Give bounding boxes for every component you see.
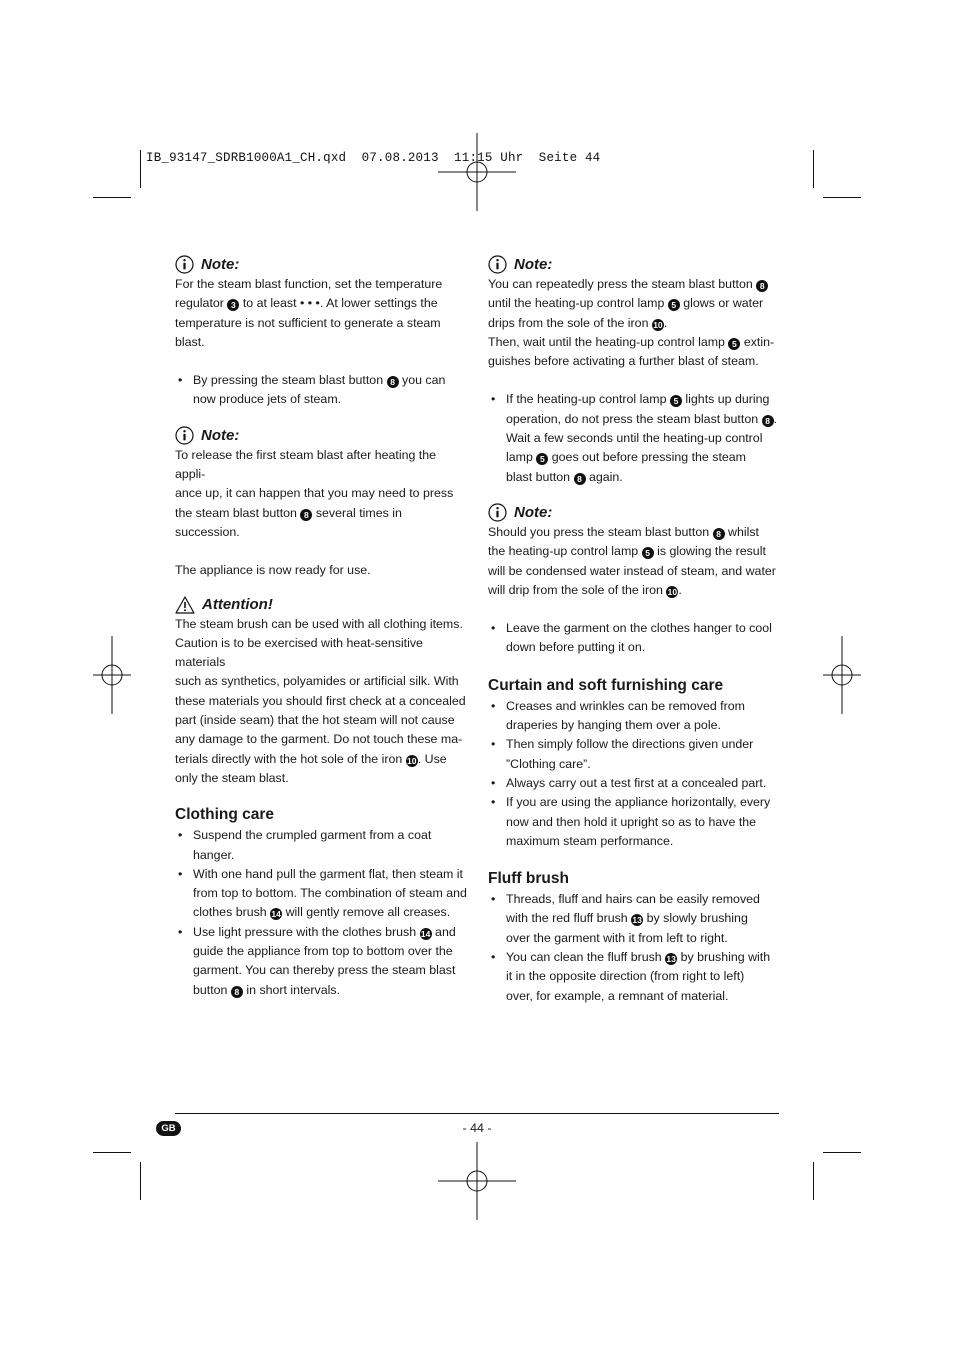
list-item: • Always carry out a test first at a concealed part. (488, 774, 779, 793)
crop-mark (813, 150, 814, 188)
bullet-list (488, 619, 779, 658)
number-badge: 5 (728, 338, 740, 350)
number-badge: 13 (632, 915, 642, 926)
bullet-list (175, 826, 467, 1000)
page-number: - 44 - (462, 1121, 492, 1135)
language-badge: GB (156, 1121, 181, 1136)
crop-mark (823, 197, 861, 198)
list-item: • Leave the garment on the clothes hanger to cool down before putting it on. (488, 619, 779, 658)
note-title: Note: (514, 503, 553, 521)
info-icon (488, 503, 507, 522)
registration-mark-icon (93, 636, 131, 714)
section-title-clothing-care: Clothing care (175, 806, 275, 824)
ready-text: The appliance is now ready for use. (175, 563, 371, 578)
list-item: • By pressing the steam blast button 8 you can now produce jets of steam. (175, 371, 467, 410)
crop-mark (813, 1162, 814, 1200)
attention-text: The steam brush can be used with all clothing items. Caution is to be exercised with heat-sensitive materials such as synthetics, polyamides or artificial silk. With these materials you should first check at a concealed part (inside seam) that the hot steam will not cause any damage to the garment. Do not touch these ma- terials directly with the hot sole of the iron 10. Use only the steam blast. (175, 616, 466, 785)
attention-title: Attention! (202, 596, 273, 614)
number-badge: 5 (670, 395, 682, 407)
note-heading (488, 255, 779, 274)
list-item: • With one hand pull the garment flat, then steam it from top to bottom. The combination of steam and clothes brush 14 will gently remove all creases. (175, 865, 467, 923)
crop-mark (823, 1152, 861, 1153)
note-title: Note: (514, 256, 553, 273)
list-item: • If the heating-up control lamp 5 lights up during operation, do not press the steam blast button 8 . Wait a few seconds until the heating-up control lamp 5 goes out before pressing the steam blast button 8 again. (488, 390, 779, 486)
number-badge: 8 (713, 528, 725, 540)
note-text: You can repeatedly press the steam blast button 8 until the heating-up control lamp 5 glows or water drips from the sole of the iron 10. Then, wait until the heating-up control lamp 5 extin- guishes before activating a further blast of steam. (488, 277, 775, 369)
number-badge: 8 (231, 986, 243, 998)
number-badge: 10 (407, 755, 417, 766)
number-badge: 8 (387, 376, 399, 388)
crop-mark (93, 1152, 131, 1153)
number-badge: 5 (536, 453, 548, 465)
number-badge: 14 (420, 928, 431, 939)
note-title: Note: (201, 256, 240, 273)
number-badge: 3 (227, 299, 239, 311)
crop-mark (140, 150, 141, 188)
number-badge: 14 (271, 909, 281, 920)
number-badge: 8 (300, 509, 312, 521)
bullet-list (175, 371, 467, 410)
number-badge: 10 (667, 586, 678, 597)
list-item: • If you are using the appliance horizontally, every now and then hold it upright so as to have the maximum steam performance. (488, 793, 779, 851)
right-column (488, 255, 779, 1006)
warning-icon (175, 596, 195, 614)
bullet-list (488, 890, 779, 1006)
list-item: • Then simply follow the directions given under ”Clothing care”. (488, 735, 779, 774)
info-icon (175, 426, 194, 445)
note-text: To release the first steam blast after heating the appli- ance up, it can happen that you may need to press the steam blast button 8 several times in succession. (175, 447, 454, 539)
left-column (175, 255, 467, 1000)
section-title-fluff-brush: Fluff brush (488, 870, 569, 888)
section-title-curtain-care: Curtain and soft furnishing care (488, 676, 724, 694)
registration-mark-icon (823, 636, 861, 714)
crop-mark (93, 197, 131, 198)
note-heading (488, 503, 779, 522)
registration-mark-icon (438, 1142, 516, 1220)
info-icon (175, 255, 194, 274)
list-item: • Suspend the crumpled garment from a coat hanger. (175, 826, 467, 865)
list-item: • Threads, fluff and hairs can be easily removed with the red fluff brush 13 by slowly brushing over the garment with it from left to right. (488, 890, 779, 948)
number-badge: 8 (574, 473, 586, 485)
list-item: • You can clean the fluff brush 13 by brushing with it in the opposite direction (from right to left) over, for example, a remnant of material. (488, 948, 779, 1006)
number-badge: 13 (666, 954, 676, 965)
note-text: Should you press the steam blast button 8 whilst the heating-up control lamp 5 is glowing the result will be condensed water instead of steam, and water will drip from the sole of the iron 10. (488, 524, 776, 597)
print-slug: IB_93147_SDRB1000A1_CH.qxd 07.08.2013 11:15 Uhr Seite 44 (146, 151, 601, 165)
footer-divider (175, 1113, 779, 1114)
list-item: • Use light pressure with the clothes brush 14 and guide the appliance from top to bottom over the garment. You can thereby press the steam blast button 8 in short intervals. (175, 923, 467, 1000)
attention-heading (175, 596, 467, 614)
note-heading (175, 426, 467, 445)
bullet-list (488, 390, 779, 486)
crop-mark (140, 1162, 141, 1200)
bullet-list (488, 697, 779, 851)
number-badge: 8 (756, 280, 768, 292)
list-item: • Creases and wrinkles can be removed from draperies by hanging them over a pole. (488, 697, 779, 736)
number-badge: 5 (668, 299, 680, 311)
note-heading (175, 255, 467, 274)
note-text: For the steam blast function, set the temperature regulator 3 to at least • • •. At lower settings the temperature is not sufficient to generate a steam blast. (175, 277, 443, 349)
number-badge: 10 (653, 319, 663, 330)
number-badge: 8 (762, 415, 774, 427)
note-title: Note: (201, 426, 240, 444)
registration-mark-icon (438, 133, 516, 211)
info-icon (488, 255, 507, 274)
number-badge: 5 (642, 547, 654, 559)
